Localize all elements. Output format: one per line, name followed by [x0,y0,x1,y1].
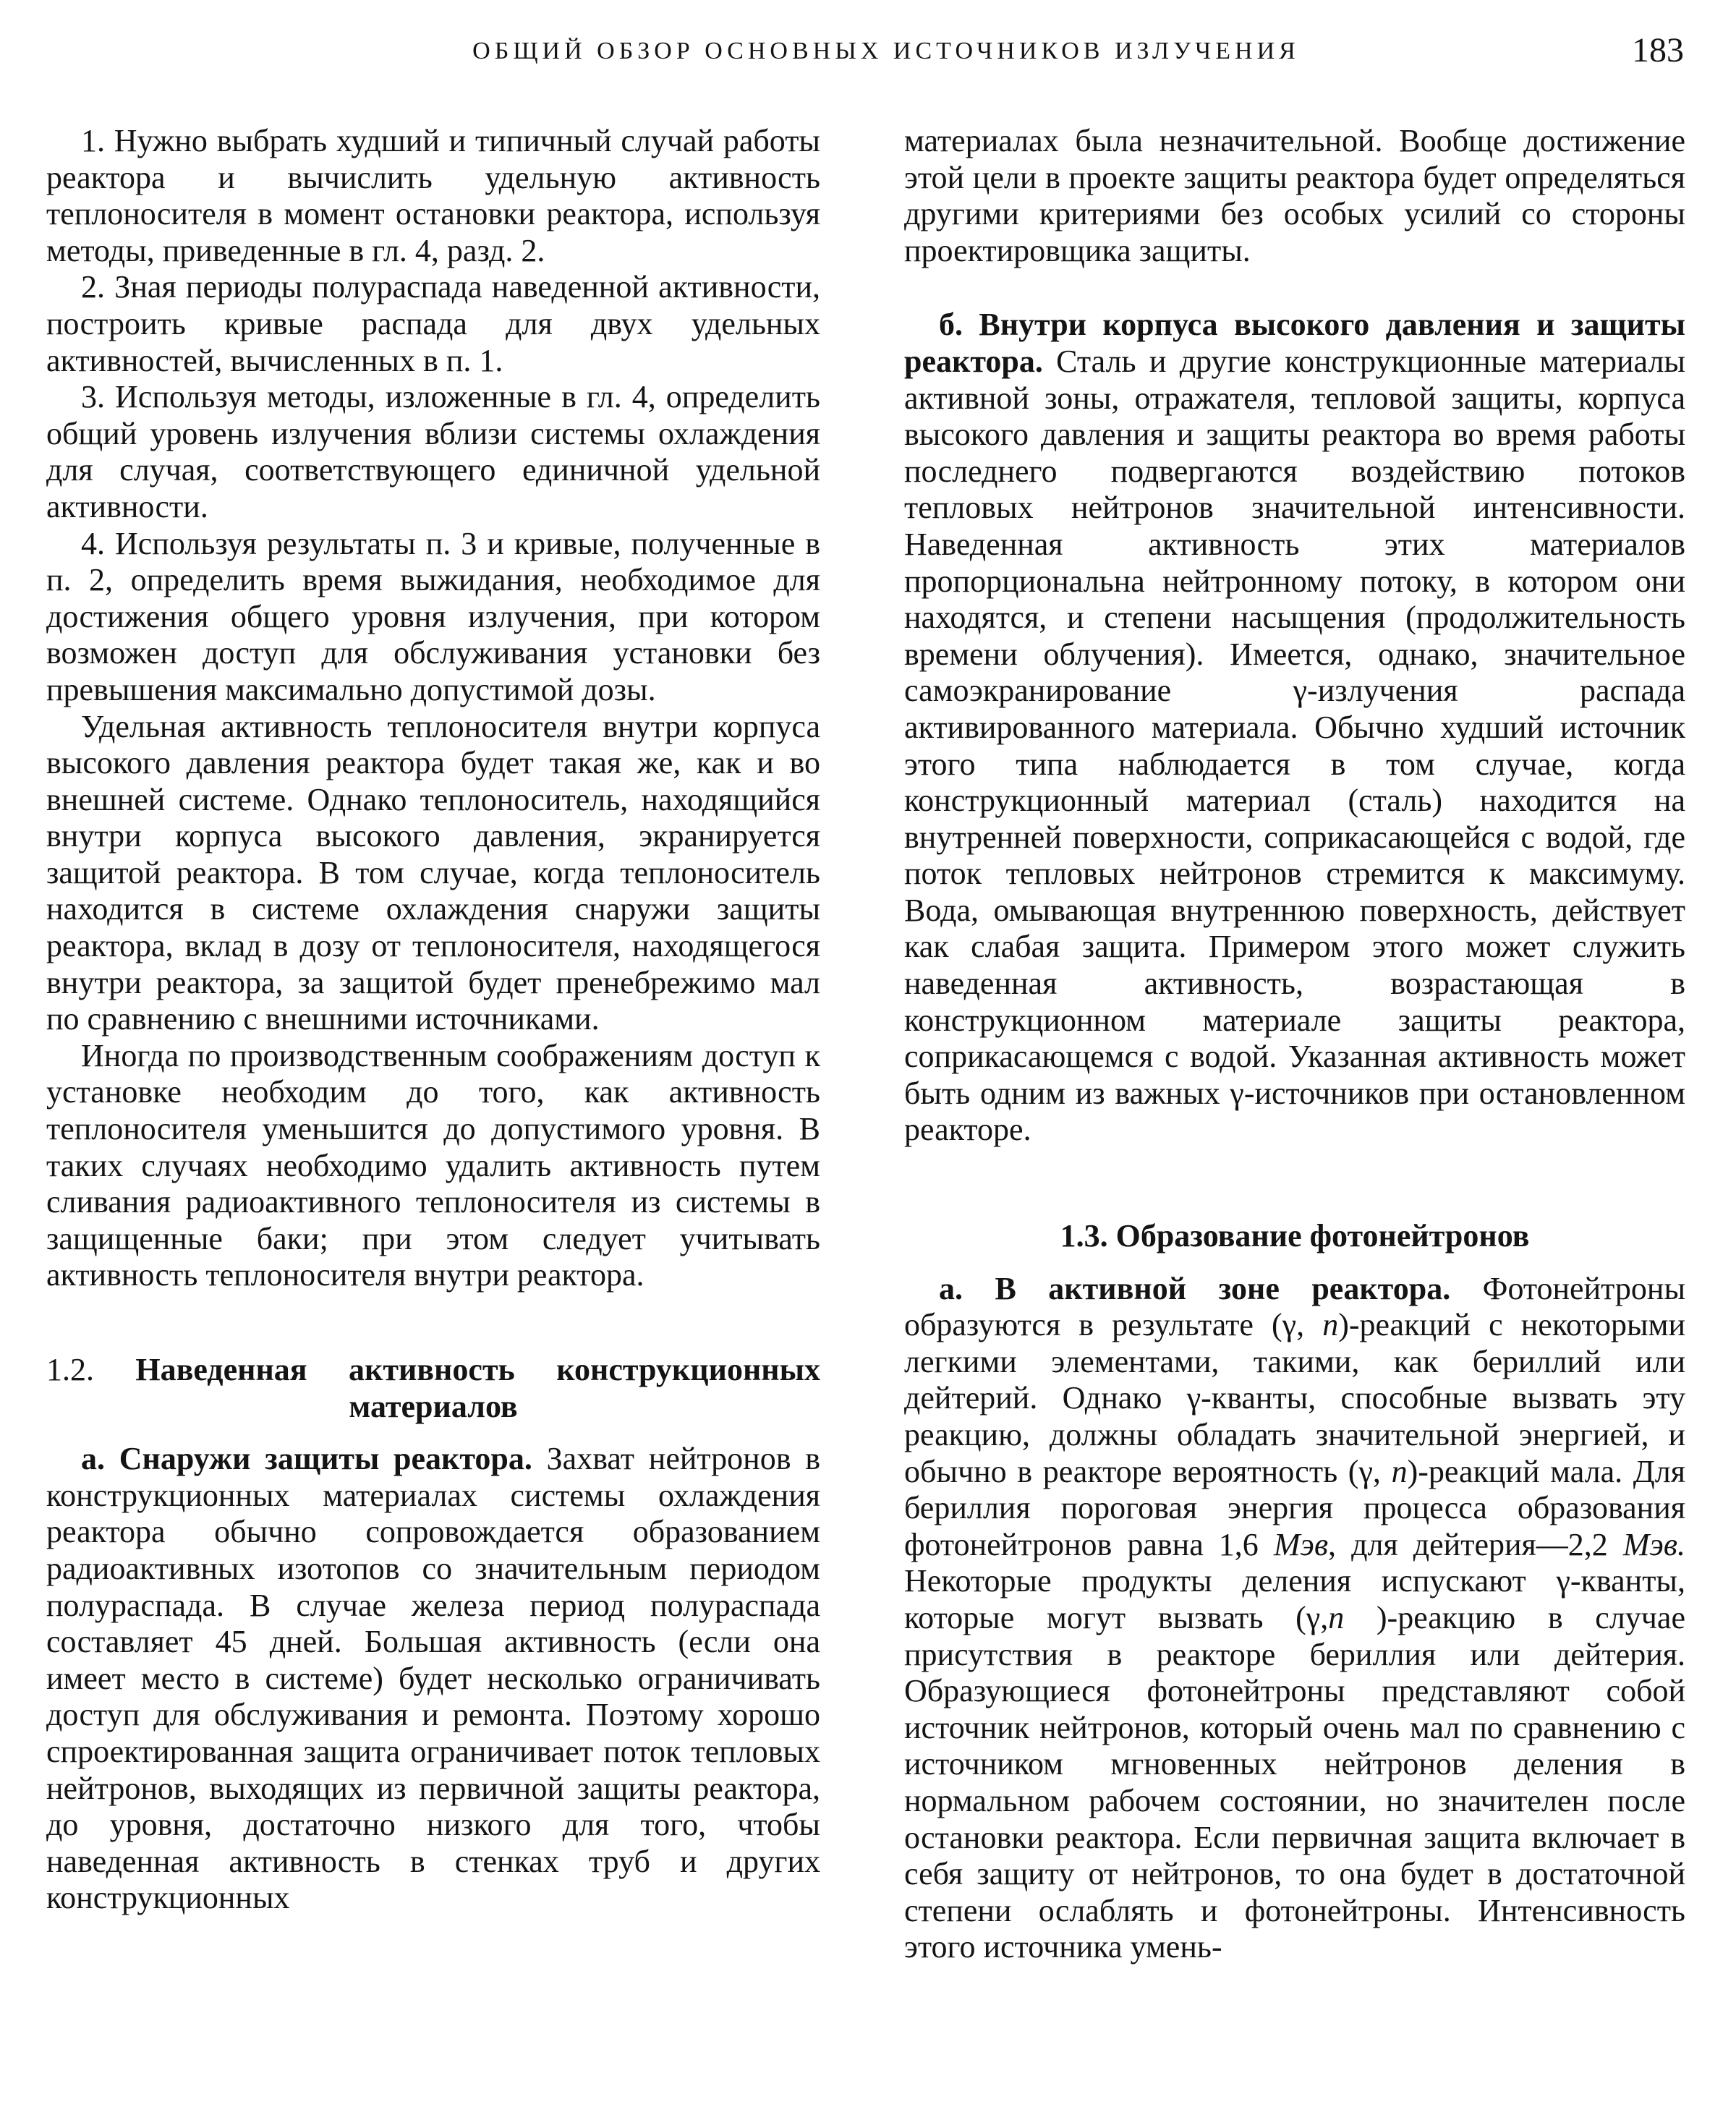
energy-unit-2: Мэв. [1622,1526,1686,1562]
subsection-a2-text-6: )-реакцию в случае присутствия в реакторе бериллия или дейтерия. Образующиеся фотонейтроны представляют собой источник нейтронов, который очень мал по сравнению с источником мгновенных нейтронов деления в нормальном рабочем состоянии, но значителен после остановки реактора. Если первичная защита включает в себя защиту от нейтронов, то она будет в достаточной степени ослаблять и фотонейтроны. Интенсивность этого источника умень- [904,1599,1685,1965]
page-number: 183 [1632,31,1684,69]
subsection-a2-text-1: Фотонейтроны образуются в результате (γ, [904,1270,1686,1343]
subsection-a2-text-2: )-реакций с некоторыми легкими элементами, такими, как бериллий или дейтерий. Однако γ-кванты, способные вызвать эту реакцию, должны обладать значительной энергией, и обычно в реакторе вероятность (γ, [904,1307,1686,1489]
step-2: 2. Зная периоды полураспада наведенной активности, построить кривые распада для двух удельных активностей, вычисленных в п. 1. [46,269,820,378]
section-1-2-heading [46,1352,820,1389]
paragraph-coolant-activity: Удельная активность теплоносителя внутри корпуса высокого давления реактора будет такая же, как и во внешней системе. Однако теплоноситель, находящийся внутри корпуса высокого давления, экранируется защитой реактора. В том случае, когда теплоноситель находится в системе охлаждения снаружи защиты реактора, вклад в дозу от теплоносителя, находящегося внутри реактора, за защитой будет пренебрежимо мал по сравнению с внешними источниками. [46,708,820,1037]
energy-unit-1: Мэв [1273,1526,1329,1562]
section-1-3-heading: 1.3. Образование фотонейтронов [1060,1218,1530,1254]
step-3: 3. Используя методы, изложенные в гл. 4, определить общий уровень излучения вблизи системы охлаждения для случая, соответствующего единичной удельной активности. [46,379,820,524]
subsection-a2-text-3: )-реакций мала. Для бериллия пороговая энергия процесса образования фотонейтронов равна 1,6 [904,1453,1685,1562]
section-1-2-title-line2: материалов [349,1388,518,1424]
section-1-2-number: 1.2. [46,1352,94,1387]
running-title: ОБЩИЙ ОБЗОР ОСНОВНЫХ ИСТОЧНИКОВ ИЗЛУЧЕНИЯ [472,38,1300,64]
neutron-symbol-1: n [1322,1307,1339,1343]
section-1-2-title-line1: Наведенная активность конструкционных [135,1352,820,1387]
subsection-a-title: а. Снаружи защиты реактора. [81,1441,532,1477]
neutron-symbol-2: n [1391,1453,1408,1489]
continuation-paragraph: материалах была незначительной. Вообще достижение этой цели в проекте защиты реактора будет определяться другими критериями без особых усилий со стороны проектировщика защиты. [904,123,1685,268]
subsection-b-inside-vessel [904,307,1685,1149]
step-4: 4. Используя результаты п. 3 и кривые, полученные в п. 2, определить время выжидания, необходимое для достижения общего уровня излучения, при котором возможен доступ для обслуживания установки без превышения максимально допустимой дозы. [46,525,820,707]
subsection-a-outside-shield [46,1441,820,1917]
right-column [904,123,1685,1966]
subsection-a2-title: а. В активной зоне реактора. [939,1270,1451,1306]
subsection-b-text: Сталь и другие конструкционные материалы активной зоны, отражателя, тепловой защиты, корпуса высокого давления и защиты реактора во время работы последнего подвергаются воздействию потоков тепловых нейтронов значительной интенсивности. Наведенная активность этих материалов пропорциональна нейтронному потоку, в котором они находятся, и степени насыщения (продолжительность времени облучения). Имеется, однако, значительное самоэкранирование γ-излучения распада активированного материала. Обычно худший источник этого типа наблюдается в том случае, когда конструкционный материал (сталь) находится на внутренней поверхности, соприкасающейся с водой, где поток тепловых нейтронов стремится к максимуму. Вода, омывающая внутреннюю поверхность, действует как слабая защита. Примером этого может служить наведенная активность, возрастающая в конструкционном материале защиты реактора, соприкасающемся с водой. Указанная активность может быть одним из важных γ-источников при остановленном реакторе. [904,343,1685,1148]
subsection-a-active-core [904,1271,1685,1966]
step-1: 1. Нужно выбрать худший и типичный случай работы реактора и вычислить удельную активность теплоносителя в момент остановки реактора, используя методы, приведенные в гл. 4, разд. 2. [46,123,820,268]
subsection-a2-text-5: Некоторые продукты деления испускают γ-кванты, которые могут вызвать (γ, [904,1563,1685,1635]
subsection-a2-text-4: , для дейтерия—2,2 [1328,1526,1623,1562]
subsection-b-title: б. Внутри корпуса высокого давления и защиты реактора. [904,307,1685,379]
paragraph-access: Иногда по производственным соображениям доступ к установке необходим до того, как активность теплоносителя уменьшится до допустимого уровня. В таких случаях необходимо удалить активность путем сливания радиоактивного теплоносителя из системы в защищенные баки; при этом следует учитывать активность теплоносителя внутри реактора. [46,1037,820,1293]
subsection-a-text: Захват нейтронов в конструкционных материалах системы охлаждения реактора обычно сопровождается образованием радиоактивных изотопов со значительным периодом полураспада. В случае железа период полураспада составляет 45 дней. Большая активность (если она имеет место в системе) будет несколько ограничивать доступ для обслуживания и ремонта. Поэтому хорошо спроектированная защита ограничивает поток тепловых нейтронов, выходящих из первичной защиты реактора, до уровня, достаточно низкого для того, чтобы наведенная активность в стенках труб и других конструкционных [46,1441,820,1916]
neutron-symbol-3: n [1328,1599,1345,1635]
left-column [46,123,820,1917]
